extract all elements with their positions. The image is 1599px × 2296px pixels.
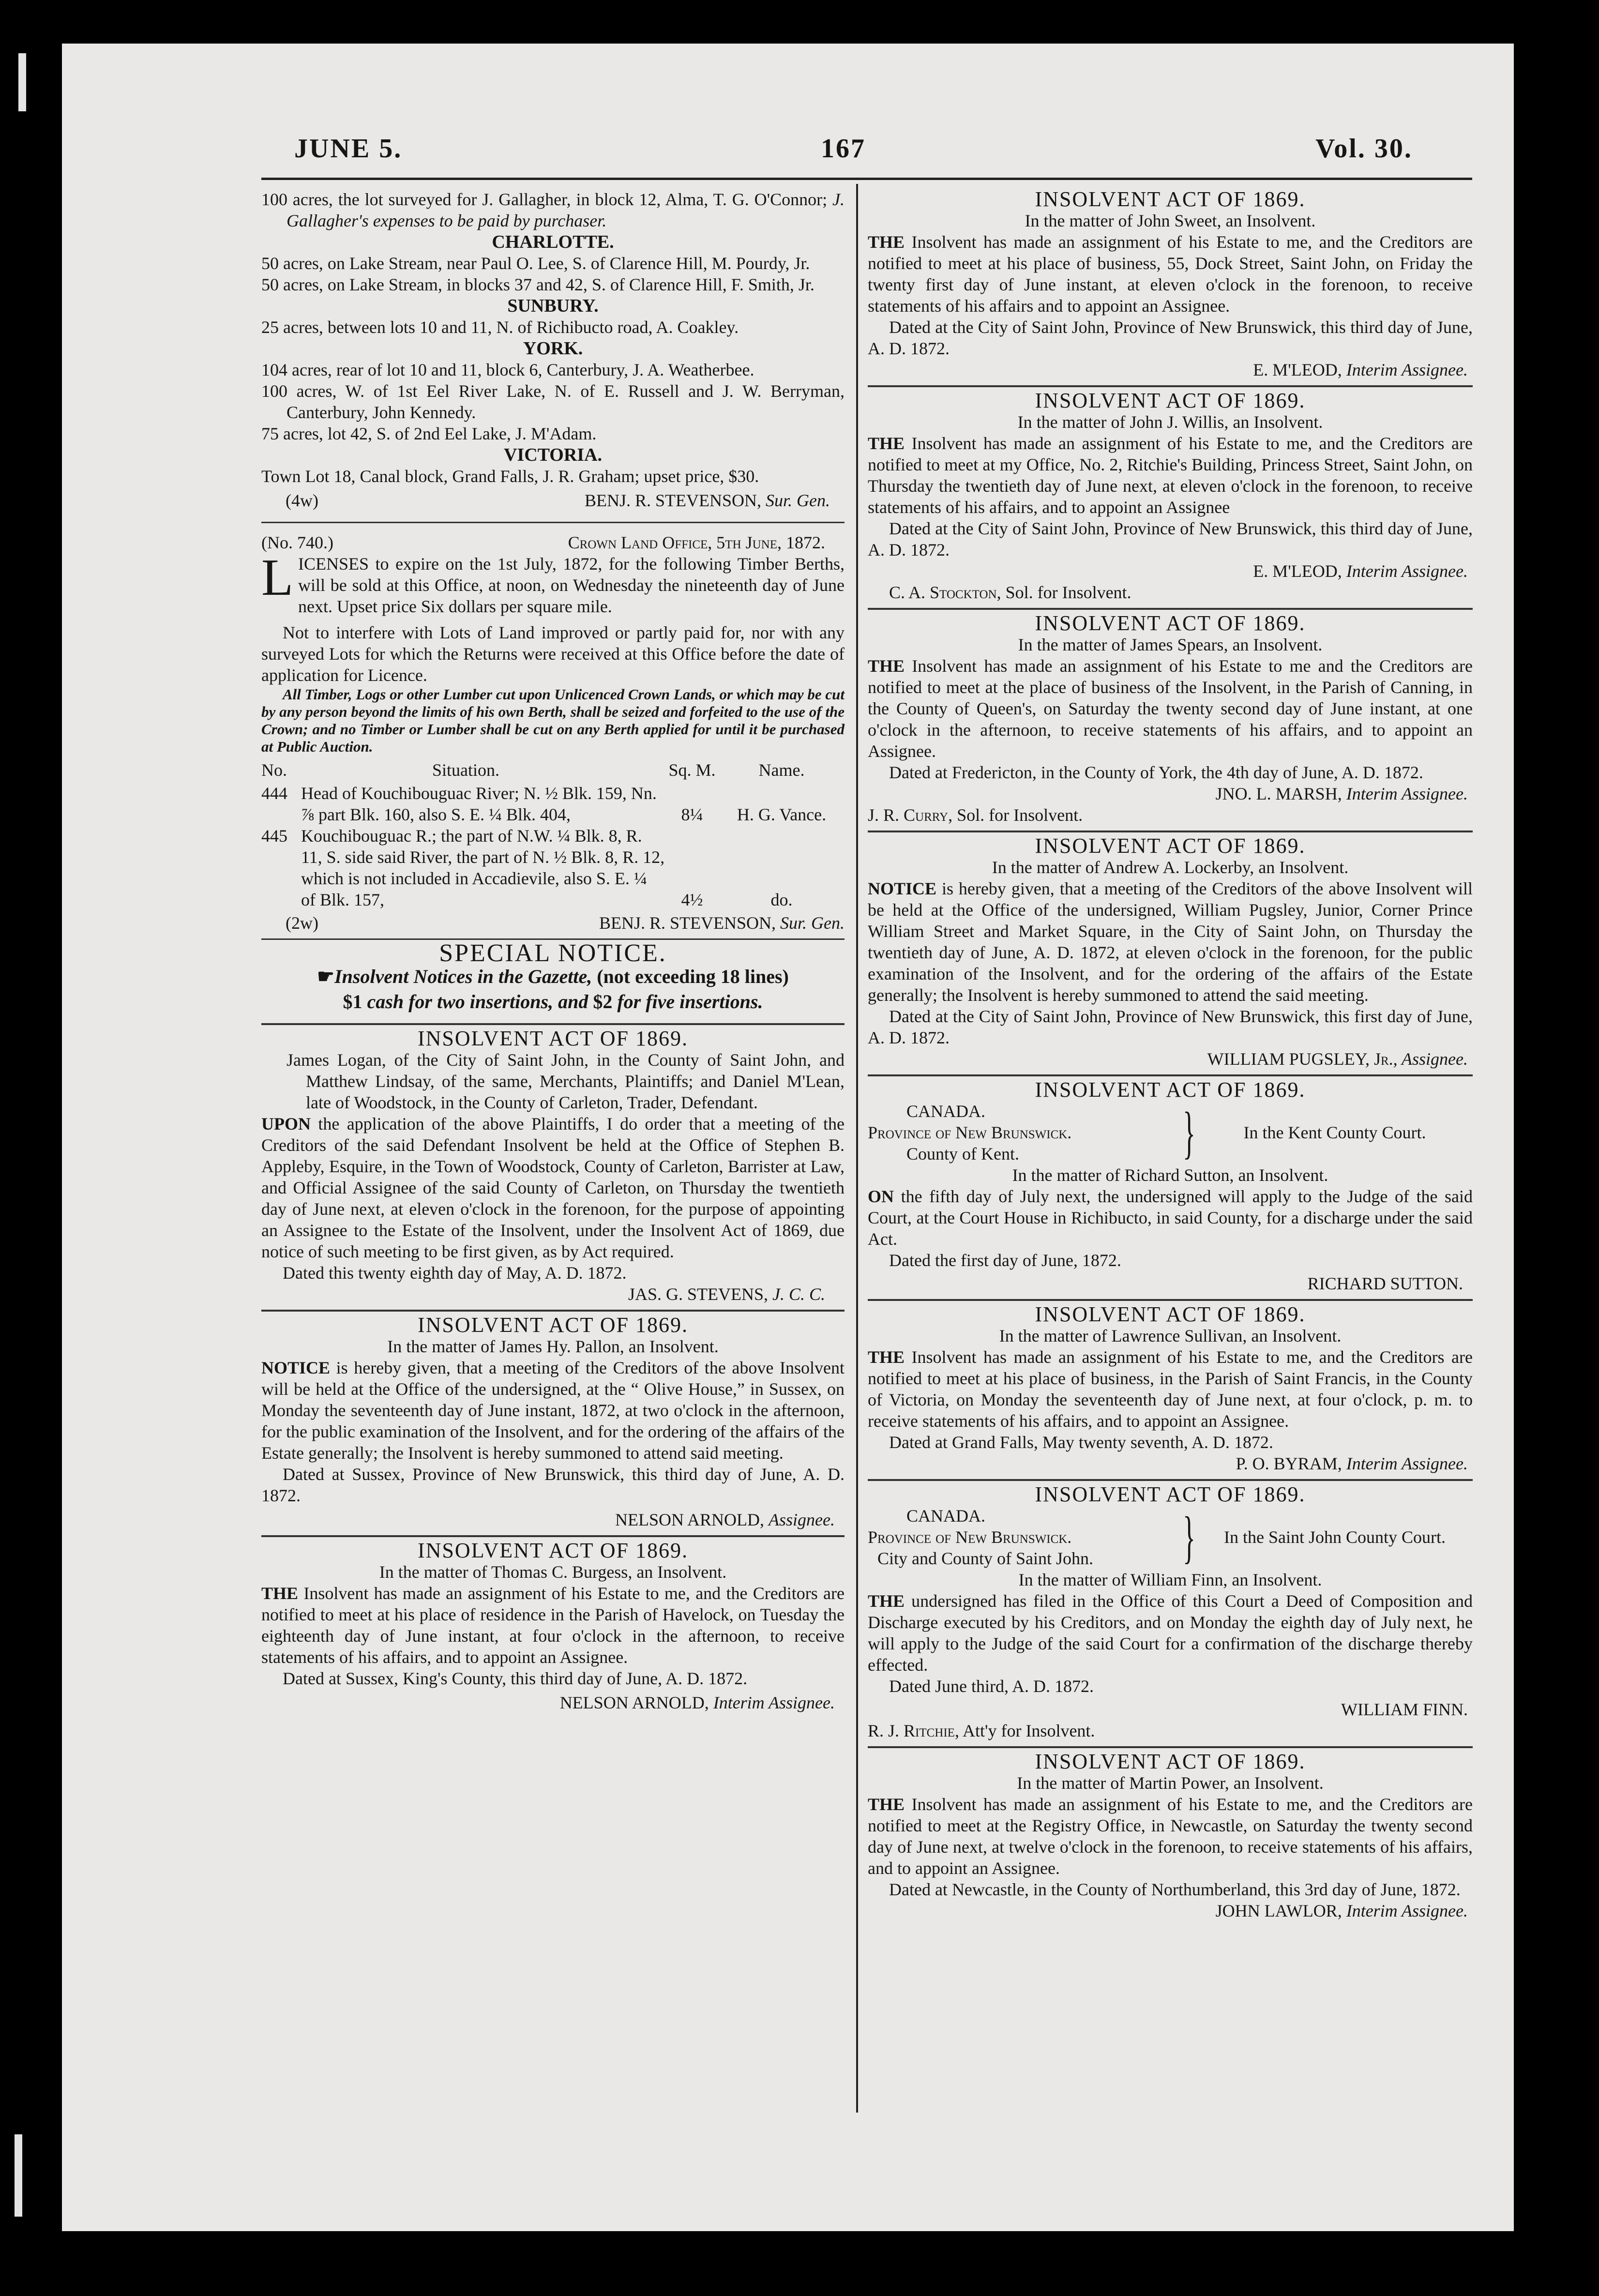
lot-gallagher: 100 acres, the lot surveyed for J. Gallagher, in block 12, Alma, T. G. O'Connor; J. Gallagher's expenses to be paid by purchaser. xyxy=(261,190,845,230)
special-notice-line: $1 cash for two insertions, and $2 for five insertions. xyxy=(343,991,763,1012)
solicitor-line: C. A. Stockton, Sol. for Insolvent. xyxy=(889,583,1131,602)
separator xyxy=(261,1535,845,1537)
county-heading-charlotte: CHARLOTTE. xyxy=(492,232,614,252)
separator xyxy=(868,1479,1473,1481)
notice-parties: James Logan, of the City of Saint John, in the County of Saint John, and Matthew Lindsay, of the same, Merchants, Plaintiffs; and Daniel M'Lean, late of Woodstock, in the County of Carleton, Trader, Defendant. xyxy=(287,1050,845,1112)
notice-body: THE Insolvent has made an assignment of his Estate to me and the Creditors are notified to meet at the place of business of the Insolvent, in the Parish of Canning, in the County of Queen's, on Saturday the twenty second day of June instant, at one o'clock in the afternoon, to receive statements of his affairs, and to appoint an Assignee. xyxy=(868,656,1473,761)
notice-title: INSOLVENT ACT OF 1869. xyxy=(1035,1482,1306,1506)
notice-matter: In the matter of James Hy. Pallon, an Insolvent. xyxy=(387,1337,719,1356)
notice-title: INSOLVENT ACT OF 1869. xyxy=(1035,834,1306,858)
notice-dated: Dated at Grand Falls, May twenty seventh, A. D. 1872. xyxy=(889,1433,1273,1452)
notice-matter: In the matter of Martin Power, an Insolvent. xyxy=(1017,1773,1324,1793)
pointing-hand-icon: ☛ xyxy=(317,966,334,987)
notice-body: THE Insolvent has made an assignment of his Estate to me, and the Creditors are notified to meet at his place of business, 55, Dock Street, Saint John, on Friday the twenty first day of June instant, at eleven o'clock in the forenoon, to receive statements of his affairs and to appoint an Assignee. xyxy=(868,232,1473,316)
column-rule xyxy=(856,184,858,2113)
lot-item: 104 acres, rear of lot 10 and 11, block 6, Canterbury, J. A. Weatherbee. xyxy=(261,360,754,379)
notice-header xyxy=(261,532,845,553)
lot-item: 100 acres, W. of 1st Eel River Lake, N. of E. Russell and J. W. Berryman, Canterbury, John Kennedy. xyxy=(261,381,845,422)
notice-signature: JOHN LAWLOR, Interim Assignee. xyxy=(1215,1901,1468,1920)
separator xyxy=(868,385,1473,387)
separator xyxy=(868,1299,1473,1301)
notice-matter: In the matter of John J. Willis, an Insolvent. xyxy=(1017,412,1323,432)
notice-title: INSOLVENT ACT OF 1869. xyxy=(417,1539,689,1562)
notice-signature: NELSON ARNOLD, Assignee. xyxy=(615,1510,835,1529)
col-header-name: Name. xyxy=(758,760,805,780)
volume-number: Vol. 30. xyxy=(1315,134,1413,164)
lot-item: 50 acres, on Lake Stream, in blocks 37 and 42, S. of Clarence Hill, F. Smith, Jr. xyxy=(261,275,815,294)
notice-dated: Dated June third, A. D. 1872. xyxy=(889,1677,1094,1696)
county-heading-victoria: VICTORIA. xyxy=(503,445,603,465)
notice-signature: RICHARD SUTTON. xyxy=(1307,1274,1463,1293)
special-notice-title: SPECIAL NOTICE. xyxy=(439,939,667,967)
notice-signature: NELSON ARNOLD, Interim Assignee. xyxy=(559,1693,835,1712)
notice-dated: Dated at Newcastle, in the County of Northumberland, this 3rd day of June, 1872. xyxy=(889,1880,1461,1899)
notice-title: INSOLVENT ACT OF 1869. xyxy=(1035,1302,1306,1326)
county-heading-york: YORK. xyxy=(523,338,583,359)
notice-dated: Dated at the City of Saint John, Province of New Brunswick, this third day of June, A. D. 1872. xyxy=(868,519,1473,559)
crown-licenses-paragraph: LICENSES to expire on the 1st July, 1872, for the following Timber Berths, will be sold at this Office, at noon, on Wednesday the nineteenth day of June next. Upset price Six dollars per square mile. xyxy=(261,549,845,616)
notice-office: Crown Land Office, 5th June, 1872. xyxy=(568,533,825,552)
notice-body: NOTICE is hereby given, that a meeting of the Creditors of the above Insolvent will be held at the Office of the undersigned, at the “ Olive House,” in Sussex, on Monday the seventeenth day of June instant, 1872, at two o'clock in the afternoon, for the public examination of the Insolvent, and for the ordering of the affairs of the Estate generally; the Insolvent is hereby summoned to attend said meeting. xyxy=(261,1358,845,1463)
notice-number: (No. 740.) xyxy=(261,533,333,552)
notice-signature: JNO. L. MARSH, Interim Assignee. xyxy=(1215,784,1468,803)
notice-matter: In the matter of Andrew A. Lockerby, an Insolvent. xyxy=(992,858,1349,877)
notice-body: NOTICE is hereby given, that a meeting of the Creditors of the above Insolvent will be held at the Office of the undersigned, William Pugsley, Junior, Corner Prince William Street and Market Square, in the City of Saint John, on Thursday the twentieth day of June, A. D. 1872, at eleven o'clock in the forenoon, for the public examination of the Insolvent, and for the ordering of the affairs of the Estate generally; the Insolvent is hereby summoned to attend the said meeting. xyxy=(868,879,1473,1005)
notice-matter: In the matter of Lawrence Sullivan, an Insolvent. xyxy=(999,1326,1342,1345)
notice-dated: Dated this twenty eighth day of May, A. D. 1872. xyxy=(283,1263,627,1283)
notice-dated: Dated the first day of June, 1872. xyxy=(889,1251,1121,1270)
notice-dated: Dated at the City of Saint John, Province of New Brunswick, this first day of June, A. D. 1872. xyxy=(868,1007,1473,1047)
left-column xyxy=(261,189,845,1713)
gazette-page xyxy=(62,44,1514,2231)
col-header-situation: Situation. xyxy=(432,760,499,780)
page-number: 167 xyxy=(821,134,866,164)
notice-title: INSOLVENT ACT OF 1869. xyxy=(417,1027,689,1050)
attorney-line: R. J. Ritchie, Att'y for Insolvent. xyxy=(868,1721,1095,1740)
running-header xyxy=(62,133,1480,177)
notice-title: INSOLVENT ACT OF 1869. xyxy=(1035,611,1306,635)
table-row: 445 Kouchibouguac R.; the part of N.W. ¼ Blk. 8, R. 11, S. side said River, the part of N. ½ Blk. 8, R. 12, which is not included in Accadievile, also S. E. ¼ of Blk. 157, 4½ do. xyxy=(261,826,793,909)
crown-timber-warning: All Timber, Logs or other Lumber cut upon Unlicenced Crown Lands, or which may be cut by any person beyond the limits of his own Berth, shall be seized and forfeited to the use of the Crown; and no Timber or Lumber shall be cut on any Berth applied for until it be purchased at Public Auction. xyxy=(261,686,845,755)
notice-signature: E. M'LEOD, Interim Assignee. xyxy=(1253,360,1468,379)
header-date: JUNE 5. xyxy=(294,134,403,164)
separator xyxy=(261,1023,845,1025)
solicitor-line: J. R. Curry, Sol. for Insolvent. xyxy=(868,805,1083,825)
insertion-tag: (4w) xyxy=(286,491,318,510)
signature-line: (2w) BENJ. R. STEVENSON, Sur. Gen. xyxy=(286,913,845,933)
notice-title: INSOLVENT ACT OF 1869. xyxy=(1035,1750,1306,1773)
notice-dated: Dated at Fredericton, in the County of York, the 4th day of June, A. D. 1872. xyxy=(889,763,1423,782)
notice-body: ON the fifth day of July next, the undersigned will apply to the Judge of the said Court, at the Court House in Richibucto, in said County, for a discharge under the said Act. xyxy=(868,1187,1473,1249)
lot-item: 75 acres, lot 42, S. of 2nd Eel Lake, J. M'Adam. xyxy=(261,424,597,443)
notice-signature: P. O. BYRAM, Interim Assignee. xyxy=(1236,1454,1468,1473)
lot-item: 25 acres, between lots 10 and 11, N. of Richibucto road, A. Coakley. xyxy=(261,317,739,337)
notice-body: UPON the application of the above Plaintiffs, I do order that a meeting of the Creditors of the said Defendant Insolvent be held at the Office of Stephen B. Appleby, Esquire, in the Town of Woodstock, County of Carleton, Barrister at Law, and Official Assignee of the said County of Carleton, on Thursday the twentieth day of June next, at eleven o'clock in the forenoon, for the purpose of appointing an Assignee to the Estate of the Insolvent, under the Insolvent Act of 1869, due notice of such meeting to be first given, as by Act required. xyxy=(261,1114,845,1261)
notice-body: THE Insolvent has made an assignment of his Estate to me, and the Creditors are notified to meet at his place of residence in the Parish of Havelock, on Tuesday the eighteenth day of June instant, at four o'clock in the afternoon, to receive statements of his affairs, and to appoint an Assignee. xyxy=(261,1584,845,1667)
right-column xyxy=(868,189,1473,1921)
crown-paragraph: Not to interfere with Lots of Land improved or partly paid for, nor with any surveyed Lots for which the Returns were received at this Office before the date of application for Licence. xyxy=(261,623,845,685)
separator xyxy=(261,522,845,523)
berths-table-header xyxy=(261,759,845,781)
lot-item: Town Lot 18, Canal block, Grand Falls, J. R. Graham; upset price, $30. xyxy=(261,467,759,486)
notice-title: INSOLVENT ACT OF 1869. xyxy=(1035,1078,1306,1102)
table-row: 444 Head of Kouchibouguac River; N. ½ Blk. 159, Nn. ⅞ part Blk. 160, also S. E. ¼ Blk. 404, 8¼ H. G. Vance. xyxy=(261,784,827,824)
separator xyxy=(868,1746,1473,1748)
notice-title: INSOLVENT ACT OF 1869. xyxy=(1035,389,1306,412)
notice-matter: In the matter of Richard Sutton, an Insolvent. xyxy=(1012,1165,1328,1185)
binding-hole xyxy=(1525,528,1559,561)
notice-matter: In the matter of John Sweet, an Insolvent. xyxy=(1025,211,1316,230)
separator xyxy=(261,1310,845,1312)
notice-title: INSOLVENT ACT OF 1869. xyxy=(1035,187,1306,211)
notice-matter: In the matter of William Finn, an Insolvent. xyxy=(1018,1570,1322,1589)
col-header-sqm: Sq. M. xyxy=(668,760,716,780)
lot-item: 50 acres, on Lake Stream, near Paul O. Lee, S. of Clarence Hill, M. Pourdy, Jr. xyxy=(261,254,810,273)
notice-title: INSOLVENT ACT OF 1869. xyxy=(417,1313,689,1337)
notice-dated: Dated at the City of Saint John, Province of New Brunswick, this third day of June, A. D. 1872. xyxy=(868,317,1473,358)
special-notice-line: ☛Insolvent Notices in the Gazette, (not exceeding 18 lines) xyxy=(317,966,789,987)
scan-edge-bottom-left xyxy=(15,2134,22,2217)
court-caption: CANADA. Province of New Brunswick. City and County of Saint John. } In the Saint John County Court. xyxy=(868,1505,1446,1569)
drop-cap: L xyxy=(261,549,293,606)
signatory: BENJ. R. STEVENSON, xyxy=(584,491,766,510)
notice-body: THE Insolvent has made an assignment of his Estate to me, and the Creditors are notified to meet at his place of business, in the Parish of Saint Francis, in the County of Victoria, on Monday the seventeenth day of June next, at four o'clock, p. m. to receive statements of his affairs, and to appoint an Assignee. xyxy=(868,1347,1473,1431)
notice-signature: E. M'LEOD, Interim Assignee. xyxy=(1253,561,1468,581)
notice-signature: WILLIAM PUGSLEY, Jr., Assignee. xyxy=(1207,1049,1468,1069)
notice-body: THE Insolvent has made an assignment of his Estate to me, and the Creditors are notified to meet at the Registry Office, in Newcastle, on Saturday the twenty second day of June next, at twelve o'clock in the forenoon, to receive statements of his affairs, and to appoint an Assignee. xyxy=(868,1795,1473,1878)
scan-edge-top-left xyxy=(18,53,26,111)
brace-icon: } xyxy=(1183,1505,1195,1569)
separator xyxy=(868,1074,1473,1076)
court-caption: CANADA. Province of New Brunswick. County of Kent. } In the Kent County Court. xyxy=(868,1100,1426,1164)
county-heading-sunbury: SUNBURY. xyxy=(507,296,599,316)
col-header-no: No. xyxy=(261,760,287,780)
notice-dated: Dated at Sussex, Province of New Brunswick, this third day of June, A. D. 1872. xyxy=(261,1465,845,1505)
notice-body: THE undersigned has filed in the Office of this Court a Deed of Composition and Discharge executed by his Creditors, and on Monday the eighth day of July next, he will apply to the Judge of the said Court for a confirmation of the discharge thereby effected. xyxy=(868,1591,1473,1675)
header-rule xyxy=(261,178,1472,180)
signature-line xyxy=(261,490,845,511)
notice-matter: In the matter of Thomas C. Burgess, an Insolvent. xyxy=(379,1562,727,1582)
notice-matter: In the matter of James Spears, an Insolvent. xyxy=(1018,635,1323,654)
notice-signature: WILLIAM FINN. xyxy=(1341,1700,1468,1719)
separator xyxy=(868,608,1473,610)
signatory-title: Sur. Gen. xyxy=(766,491,830,510)
separator xyxy=(868,831,1473,832)
notice-signature: JAS. G. STEVENS, J. C. C. xyxy=(628,1284,825,1304)
notice-dated: Dated at Sussex, King's County, this third day of June, A. D. 1872. xyxy=(283,1669,748,1688)
notice-body: THE Insolvent has made an assignment of his Estate to me, and the Creditors are notified to meet at my Office, No. 2, Ritchie's Building, Princess Street, Saint John, on Thursday the twentieth day of June next, at eleven o'clock in the forenoon, to receive statements of his affairs, and to appoint an Assignee xyxy=(868,434,1473,517)
brace-icon: } xyxy=(1183,1100,1195,1164)
